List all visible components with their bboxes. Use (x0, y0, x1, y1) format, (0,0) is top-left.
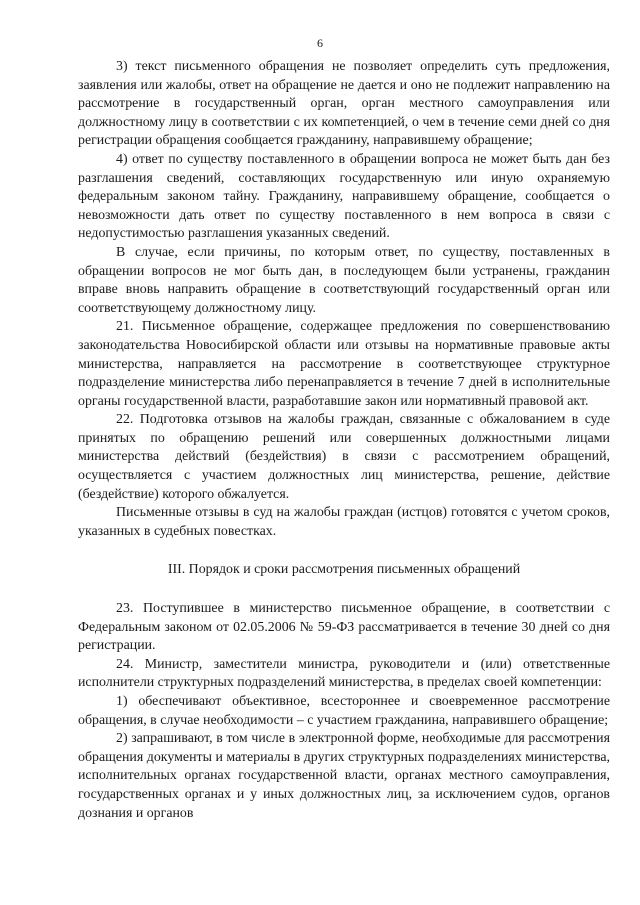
document-body (78, 58, 610, 823)
paragraph: 21. Письменное обращение, содержащее предложения по совершенствованию законодательства Новосибирской области или отзывы на нормативные правовые акты министерства, направляется на рассмотрение в соответствующее структурное подразделение министерства либо перенаправляется в течение 7 дней в исполнительные органы государственной власти, разработавшие закон или нормативный правовой акт. (78, 319, 610, 409)
paragraph: 23. Поступившее в министерство письменное обращение, в соответствии с Федеральным законом от 02.05.2006 № 59-ФЗ рассматривается в течение 30 дней со дня регистрации. (78, 601, 610, 654)
paragraph: 1) обеспечивают объективное, всестороннее и своевременное рассмотрение обращения, в случае необходимости – с участием гражданина, направившего обращение; (78, 694, 610, 728)
paragraph: 22. Подготовка отзывов на жалобы граждан, связанные с обжалованием в суде принятых по обращению решений или совершенных должностными лицами министерства действий (бездействия) в связи с рассмотрением обращений, осуществляется с участием должностных лиц министерства, решение, действие (бездействие) которого обжалуется. (78, 412, 610, 502)
paragraph: В случае, если причины, по которым ответ, по существу, поставленных в обращении вопросов не мог быть дан, в последующем были устранены, гражданин вправе вновь направить обращение в соответствующий государственный орган или соответствующему должностному лицу. (78, 244, 610, 316)
paragraph: Письменные отзывы в суд на жалобы граждан (истцов) готовятся с учетом сроков, указанных в судебных повестках. (78, 505, 610, 539)
section-heading: III. Порядок и сроки рассмотрения письменных обращений (167, 562, 521, 578)
paragraph: 24. Министр, заместители министра, руководители и (или) ответственные исполнители структурных подразделений министерства, в пределах своей компетенции: (78, 656, 610, 691)
paragraph: 2) запрашивают, в том числе в электронной форме, необходимые для рассмотрения обращения документы и материалы в других структурных подразделениях министерства, исполнительных органах государственной власти, органах местного самоуправления, государственных органах и у иных должностных лиц, за исключением судов, органов дознания и органов (78, 731, 610, 821)
paragraph: 3) текст письменного обращения не позволяет определить суть предложения, заявления или жалобы, ответ на обращение не дается и оно не подлежит направлению на рассмотрение в государственный орган, орган местного самоуправления или должностному лицу в соответствии с их компетенцией, о чем в течение семи дней со дня регистрации обращения сообщается гражданину, направившему обращение; (78, 59, 610, 149)
paragraph: 4) ответ по существу поставленного в обращении вопроса не может быть дан без разглашения сведений, составляющих государственную или иную охраняемую федеральным законом тайну. Гражданину, направившему обращение, сообщается о невозможности дать ответ по существу поставленного в нем вопроса в связи с недопустимостью разглашения указанных сведений. (78, 151, 610, 242)
page-number: 6 (317, 36, 323, 50)
